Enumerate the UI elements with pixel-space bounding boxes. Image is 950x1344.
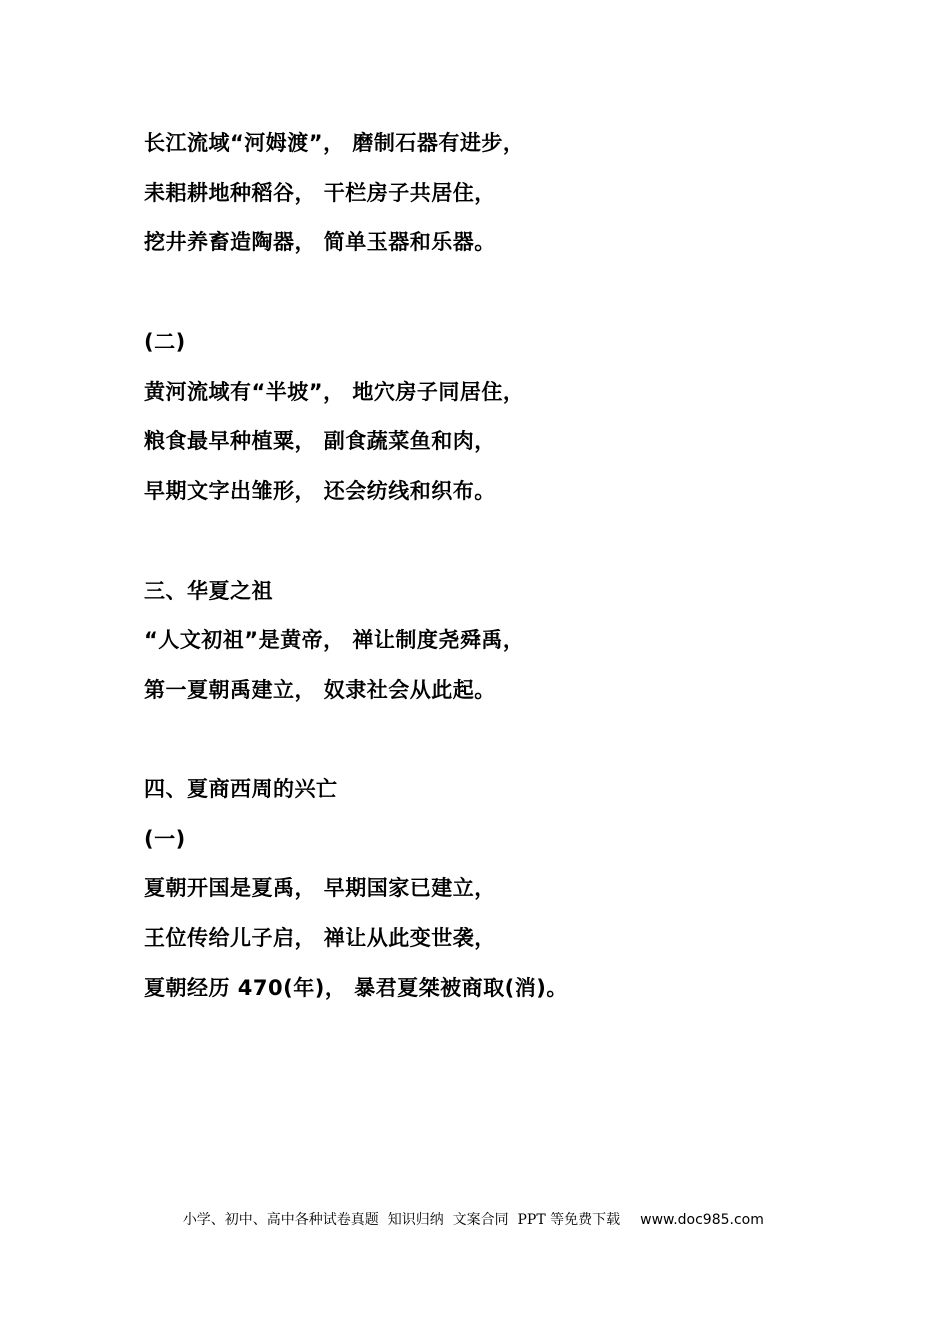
section-subheading: (一): [144, 827, 186, 851]
verse-line: 夏朝开国是夏禹， 早期国家已建立，: [144, 876, 496, 900]
verse-line: 早期文字出雏形， 还会纺线和织布。: [144, 479, 496, 503]
verse-line: 耒耜耕地种稻谷， 干栏房子共居住，: [144, 181, 496, 205]
footer-url[interactable]: www.doc985.com: [640, 1212, 764, 1228]
section-heading: 三、华夏之祖: [144, 579, 273, 603]
verse-line: 第一夏朝禹建立， 奴隶社会从此起。: [144, 678, 496, 702]
verse-line: 夏朝经历 470(年)， 暴君夏桀被商取(消)。: [144, 976, 568, 1000]
section-heading: 四、夏商西周的兴亡: [144, 777, 338, 801]
verse-line: “人文初祖”是黄帝， 禅让制度尧舜禹，: [144, 628, 525, 652]
verse-line: 长江流域“河姆渡”， 磨制石器有进步，: [144, 131, 525, 155]
verse-line: 挖井养畜造陶器， 简单玉器和乐器。: [144, 230, 496, 254]
verse-line: 黄河流域有“半坡”， 地穴房子同居住，: [144, 380, 525, 404]
verse-line: 王位传给儿子启， 禅让从此变世袭，: [144, 926, 496, 950]
page-footer: [165, 1190, 764, 1250]
section-subheading: (二): [144, 330, 186, 354]
footer-text: 小学、初中、高中各种试卷真题 知识归纳 文案合同 PPT 等免费下载: [182, 1212, 621, 1228]
verse-line: 粮食最早种植粟， 副食蔬菜鱼和肉，: [144, 429, 496, 453]
